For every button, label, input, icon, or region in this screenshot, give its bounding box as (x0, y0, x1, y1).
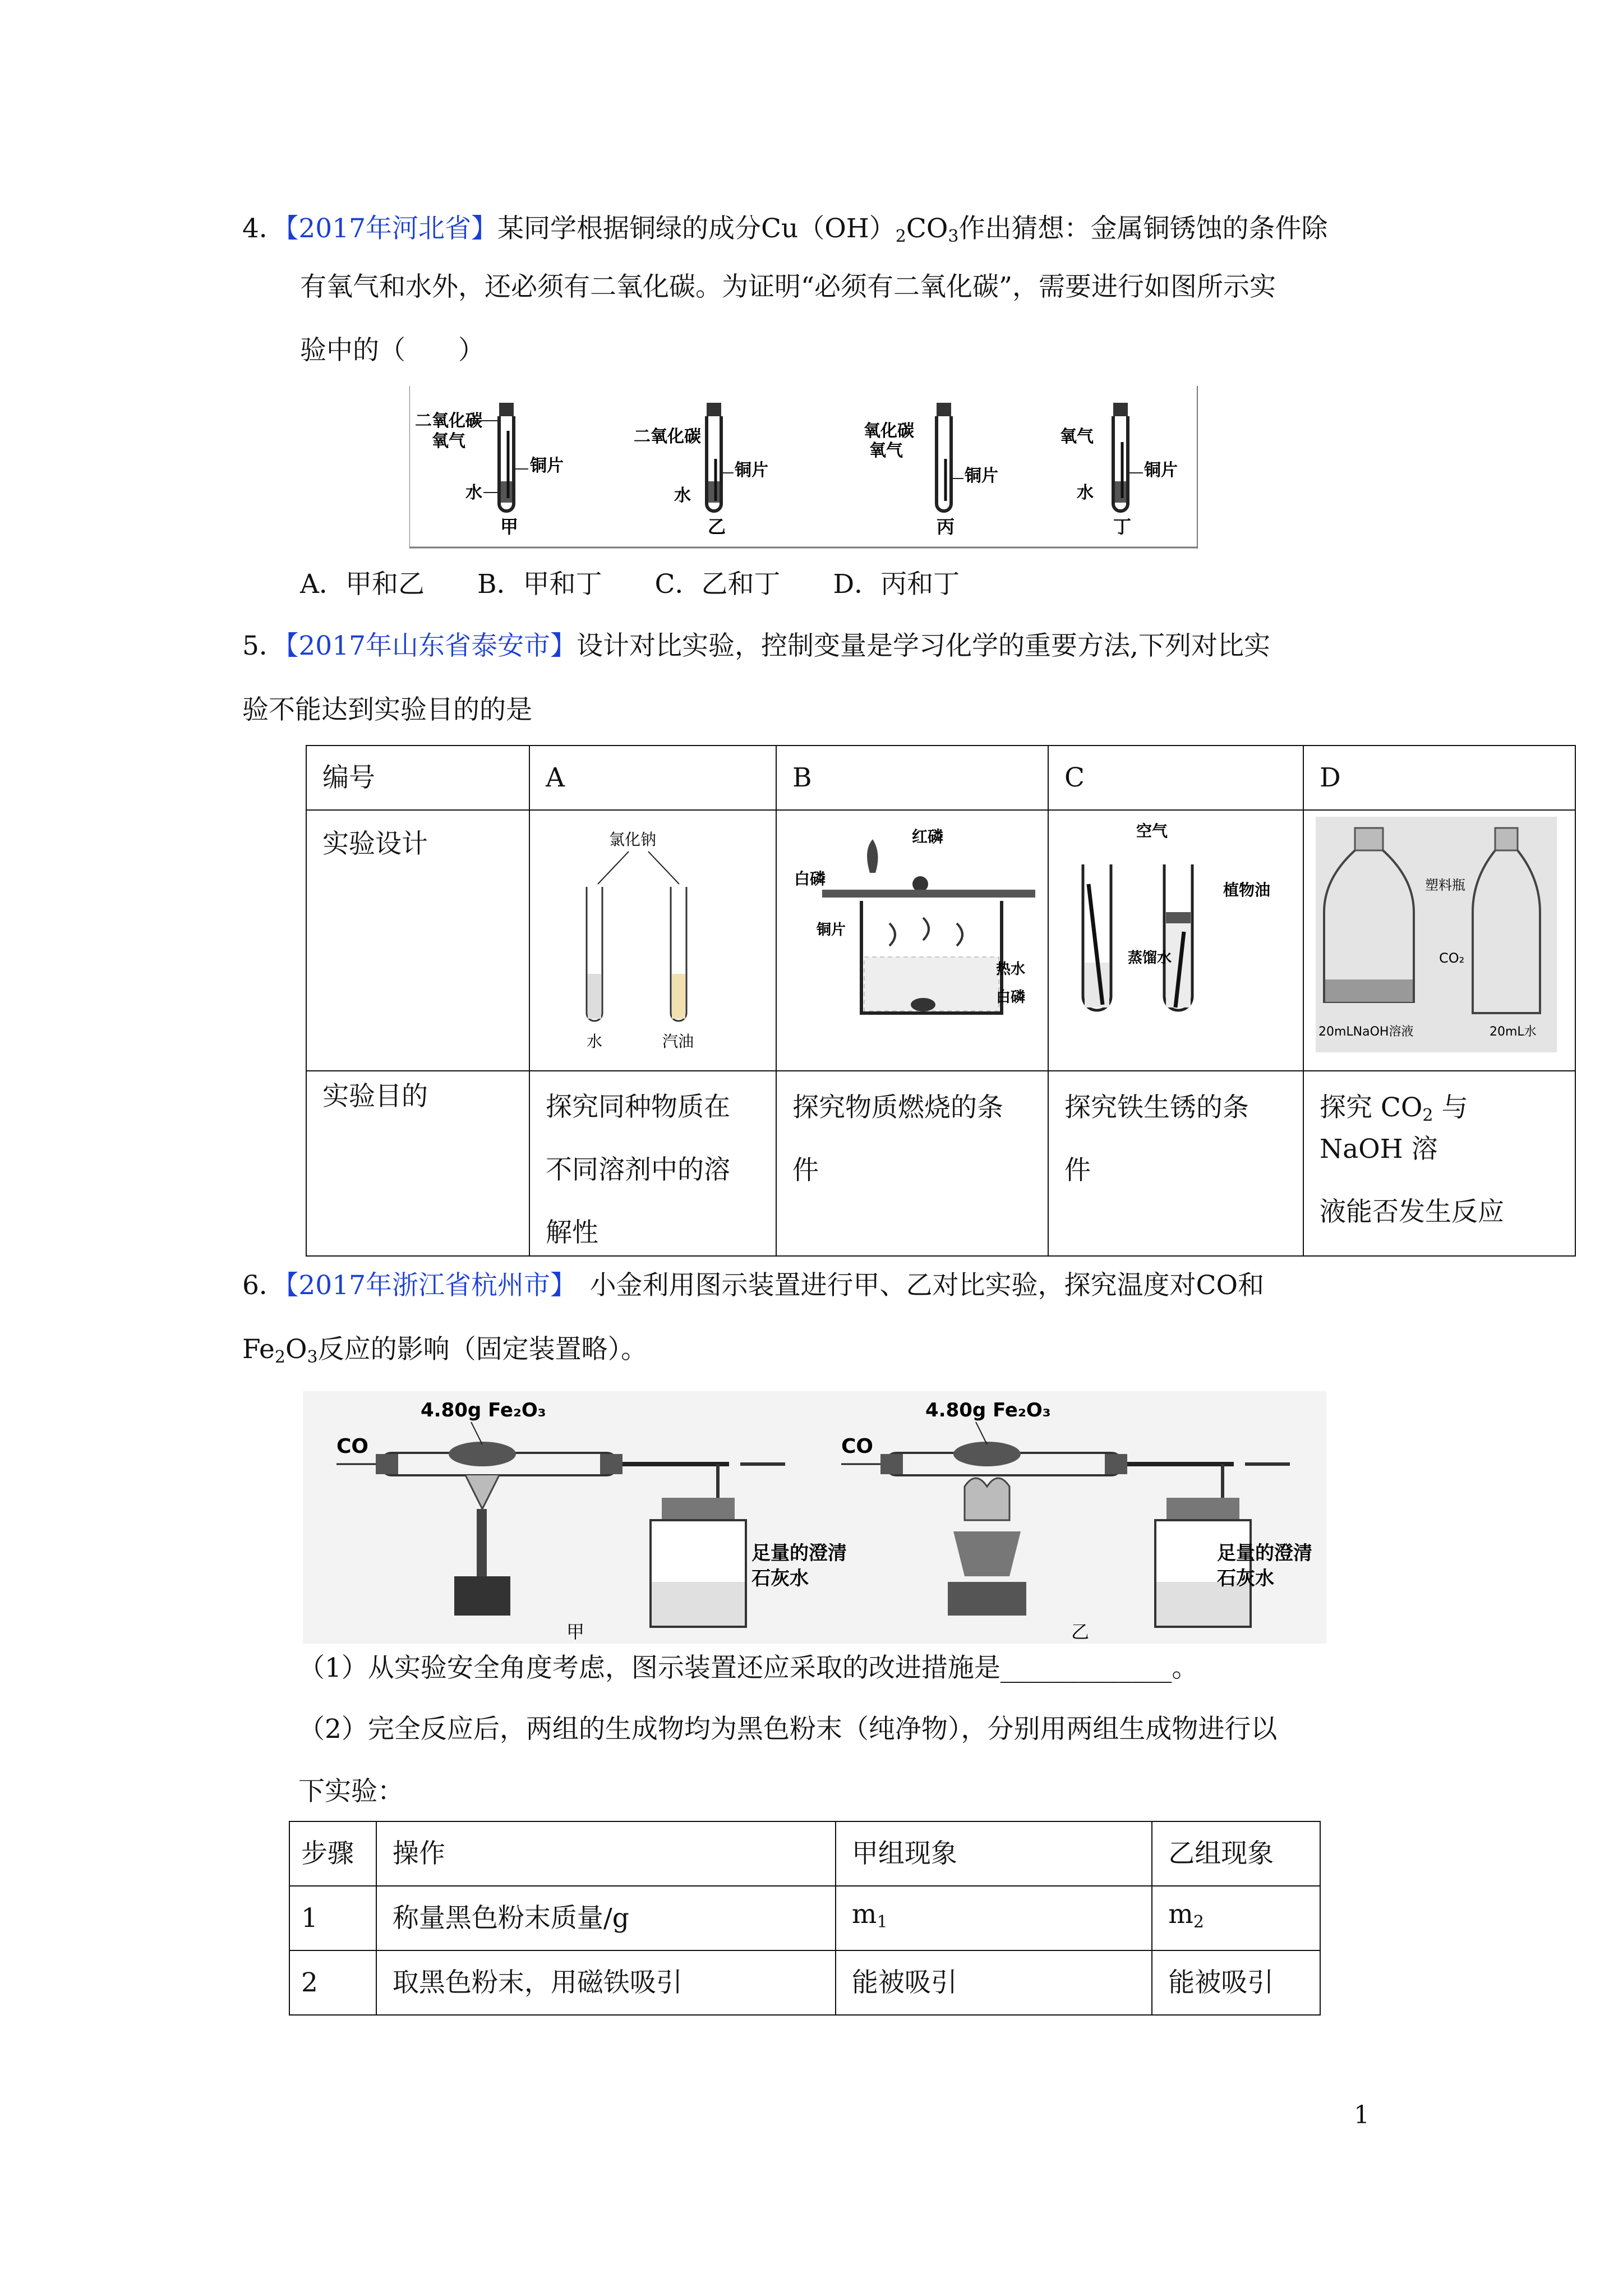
q4-tube1-metal: 铜片 (530, 456, 564, 476)
q5-purpose-c-line2: 件 (1064, 1155, 1091, 1186)
q6-limewater-right-1: 足量的澄清 (1217, 1542, 1312, 1565)
q5-table (306, 745, 1576, 1257)
q6-line2-c: 反应的影响（固定装置略）。 (317, 1334, 648, 1365)
q5c-oil: 植物油 (1223, 881, 1271, 899)
q6-row1-jia-sub: 1 (877, 1912, 888, 1932)
q4-tube-jia (415, 403, 564, 537)
q5-header-a: A (529, 746, 776, 810)
q6-row1-jia-m: m (851, 1898, 877, 1930)
q4-tube2-name: 乙 (708, 516, 726, 537)
q5-line1 (242, 629, 1270, 663)
q6-row2-jia: 能被吸引 (836, 1950, 1152, 2015)
q4-test-tube-figure (409, 386, 1200, 549)
q5c-distilled-water: 蒸馏水 (1128, 950, 1172, 967)
q5a-solute: 氯化钠 (609, 830, 657, 849)
q5d-naoh-label: 20mLNaOH溶液 (1318, 1025, 1414, 1039)
q6-line2-b: O (285, 1334, 307, 1365)
q5-header-c: C (1048, 746, 1303, 810)
q4-sub-2: 2 (895, 227, 906, 246)
q6-line2-sub1: 2 (274, 1347, 285, 1367)
q6-table-row (289, 1886, 1320, 1950)
q5-purpose-d (1303, 1071, 1575, 1256)
q6-row2-step: 2 (289, 1950, 376, 2015)
q6-line1 (242, 1269, 1264, 1303)
q4-line2: 有氧气和水外，还必须有二氧化碳。为证明“必须有二氧化碳”，需要进行如图所示实 (300, 272, 1276, 302)
q6-table-row (289, 1950, 1320, 2015)
q4-tube3-gas2: 氧气 (869, 441, 903, 461)
q6-sub2-line1: （2）完全反应后，两组的生成物均为黑色粉末（纯净物），分别用两组生成物进行以 (298, 1714, 1278, 1745)
q5d-co2-label: CO₂ (1438, 950, 1465, 966)
q6-line2-sub2: 3 (307, 1347, 318, 1367)
q4-text-c: 作出猜想：金属铜锈蚀的条件除 (958, 213, 1328, 244)
page-number: 1 (1354, 2101, 1370, 2129)
q6-header-step: 步骤 (289, 1821, 376, 1886)
q6-row1-yi-sub: 2 (1193, 1912, 1204, 1932)
q6-label-jia: 甲 (566, 1621, 585, 1642)
q5b-copper: 铜片 (817, 922, 846, 938)
q5-text: 设计对比实验，控制变量是学习化学的重要方法,下列对比实 (577, 631, 1270, 661)
q4-line3: 验中的（ ） (300, 335, 485, 366)
q4-source: 【2017年河北省】 (285, 213, 498, 244)
q4-tube4-water: 水 (1077, 483, 1094, 503)
q6-header-row (289, 1821, 1320, 1886)
q5-purpose-b-line2: 件 (792, 1155, 819, 1186)
q6-limewater-right-2: 石灰水 (1217, 1567, 1274, 1590)
q6-row1-yi-m: m (1168, 1898, 1193, 1930)
q4-tube2-metal: 铜片 (735, 461, 768, 480)
q5-purpose-a-line3: 解性 (546, 1217, 599, 1248)
q4-sub-3: 3 (948, 227, 959, 246)
q6-table (289, 1821, 1321, 2016)
q5-header-d: D (1303, 746, 1575, 810)
q4-text-a: 某同学根据铜绿的成分Cu（OH） (497, 213, 896, 244)
q4-options: A．甲和乙 B．甲和丁 C．乙和丁 D．丙和丁 (300, 569, 960, 600)
q5c-air: 空气 (1136, 822, 1168, 840)
q6-limewater-left-1: 足量的澄清 (751, 1542, 847, 1565)
q4-tube2-water: 水 (674, 486, 691, 505)
q6-source: 【2017年浙江省杭州市】 (285, 1270, 564, 1301)
q6-text: 小金利用图示装置进行甲、乙对比实验，探究温度对CO和 (563, 1270, 1265, 1301)
q4-tube1-name: 甲 (500, 516, 519, 537)
q4-tube3-gas1: 氧化碳 (864, 421, 914, 441)
q4-tube1-gas1: 二氧化碳 (415, 411, 482, 431)
q4-tube4-name: 丁 (1113, 516, 1132, 537)
q4-tube3-name: 丙 (937, 516, 955, 537)
q5d-bottle-label: 塑料瓶 (1424, 877, 1465, 893)
q5-purpose-d-text-a: 探究 CO (1319, 1092, 1423, 1123)
q6-label-yi: 乙 (1071, 1621, 1090, 1642)
q5b-hot-water: 热水 (996, 961, 1026, 978)
q5-header-row (306, 746, 1575, 810)
q5-figure-d (1303, 810, 1575, 1071)
q6-row1-operation: 称量黑色粉末质量/g (376, 1886, 836, 1950)
q6-row2-operation: 取黑色粉末，用磁铁吸引 (376, 1950, 836, 2015)
q5a-water: 水 (587, 1032, 603, 1051)
q5-number: 5． (242, 631, 285, 661)
q6-co-left: CO (336, 1435, 369, 1458)
q5b-white-phosphorus-2: 白磷 (996, 989, 1026, 1006)
q5-figure-b (776, 810, 1048, 1071)
q6-mass-left: 4.80g Fe₂O₃ (421, 1399, 546, 1421)
q6-header-yi: 乙组现象 (1152, 1821, 1320, 1886)
q5a-gasoline: 汽油 (662, 1032, 694, 1051)
q5-design-row (306, 810, 1575, 1071)
q5d-water-label: 20mL水 (1489, 1025, 1537, 1039)
q5-header-label: 编号 (306, 746, 529, 810)
q6-row1-jia (836, 1886, 1152, 1950)
q6-line2-a: Fe (242, 1334, 275, 1365)
q4-text-b: CO (906, 213, 948, 244)
q4-line1 (242, 212, 1327, 254)
q5-purpose-row (306, 1071, 1575, 1256)
q5-purpose-b (776, 1071, 1048, 1256)
q4-tube4-metal: 铜片 (1144, 461, 1178, 480)
q5-purpose-d-line1 (1320, 1091, 1559, 1166)
q4-tube4-gas1: 氧气 (1060, 427, 1094, 447)
q4-number: 4． (242, 213, 285, 244)
q5b-red-phosphorus: 红磷 (912, 827, 944, 846)
q4-tube1-water: 水 (465, 483, 482, 503)
q4-tube3-metal: 铜片 (965, 466, 998, 486)
q5-purpose-d-sub: 2 (1422, 1106, 1433, 1125)
q6-row2-yi: 能被吸引 (1152, 1950, 1320, 2015)
q6-number: 6． (242, 1270, 285, 1301)
q5-figure-c (1048, 810, 1303, 1071)
q5-purpose-b-line1: 探究物质燃烧的条 (792, 1092, 1004, 1123)
q6-limewater-left-2: 石灰水 (751, 1567, 809, 1590)
q5-figure-a (529, 810, 776, 1071)
q5-purpose-d-text-b: 与 NaOH 溶 (1319, 1092, 1468, 1165)
q5-purpose-a-line1: 探究同种物质在 (546, 1092, 731, 1122)
q6-row1-yi (1152, 1886, 1320, 1950)
q5-design-label: 实验设计 (306, 810, 529, 1071)
q5-purpose-d-line2: 液能否发生反应 (1319, 1197, 1504, 1227)
q5-header-b: B (776, 746, 1048, 810)
q4-tube1-gas2: 氧气 (432, 431, 465, 451)
q5-source: 【2017年山东省泰安市】 (285, 631, 577, 661)
q5-line2: 验不能达到实验目的的是 (242, 694, 532, 725)
q6-row1-step: 1 (289, 1886, 376, 1950)
q6-sub1: （1）从实验安全角度考虑，图示装置还应采取的改进措施是_____________。 (298, 1653, 1198, 1683)
q4-tube2-gas1: 二氧化碳 (634, 427, 701, 447)
q6-co-right: CO (841, 1435, 874, 1458)
q5-purpose-c (1048, 1071, 1303, 1256)
q6-header-jia: 甲组现象 (836, 1821, 1152, 1886)
q6-apparatus-figure (303, 1391, 1326, 1644)
q5b-white-phosphorus: 白磷 (794, 869, 826, 888)
q4-tube-bing (864, 403, 998, 537)
q6-header-operation: 操作 (376, 1821, 836, 1886)
q5-purpose-a-line2: 不同溶剂中的溶 (546, 1154, 731, 1185)
q6-mass-right: 4.80g Fe₂O₃ (925, 1399, 1051, 1421)
q5-purpose-label: 实验目的 (306, 1071, 529, 1256)
q5-purpose-a (529, 1071, 776, 1256)
q6-sub2-line2: 下实验： (298, 1776, 404, 1807)
q4-tube-ding (1060, 403, 1178, 537)
q5-purpose-c-line1: 探究铁生锈的条 (1064, 1092, 1249, 1123)
q4-tube-yi (634, 403, 768, 537)
q6-line2 (242, 1333, 647, 1374)
